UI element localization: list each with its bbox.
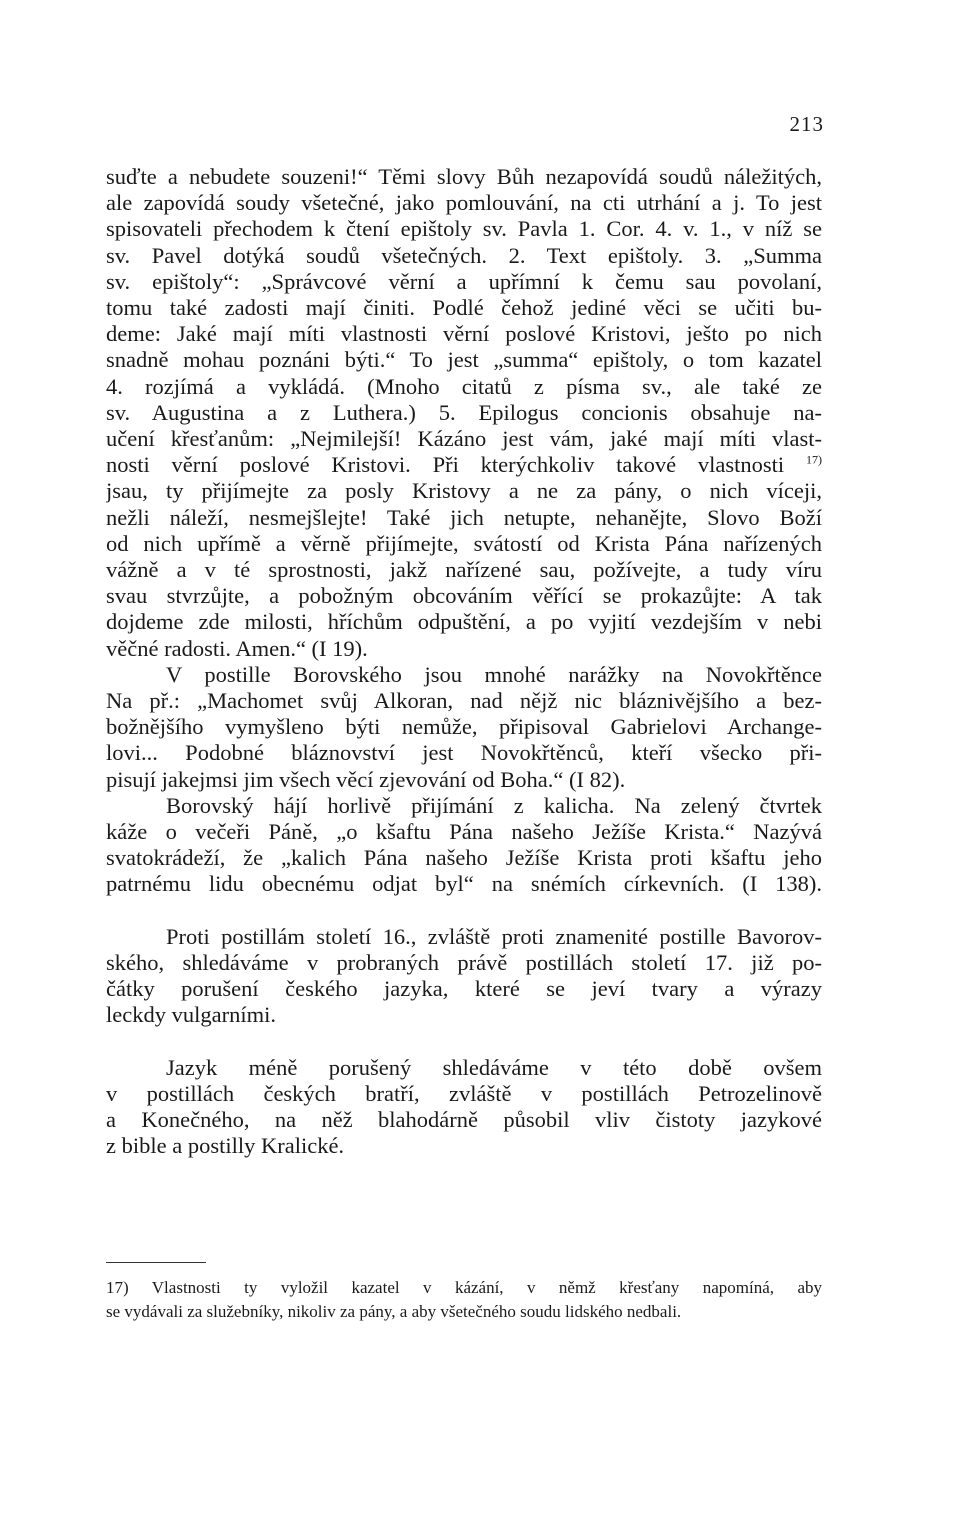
text-fragment: nosti věrní poslové Kristovi. Při kterýchkoliv takové vlastnosti [106,452,785,478]
footnote-line: 17) Vlastnosti ty vyložil kazatel v kázání, v němž křesťany napomíná, aby [106,1278,822,1297]
text-line: vážně a v té sprostnosti, jakž nařízené sau, požívejte, a tudy víru [106,557,822,583]
text-line: 4. rozjímá a vykládá. (Mnoho citatů z písma sv., ale také ze [106,373,822,399]
text-line: ského, shledáváme v probraných právě postillách století 17. již po- [106,949,822,975]
text-line: lovi... Podobné bláznovství jest Novokřtěnců, kteří všecko při- [106,740,822,766]
body-text [106,164,822,1159]
text-line: sv. Augustina a z Luthera.) 5. Epilogus concionis obsahuje na- [106,399,822,425]
paragraph-gap [106,1029,822,1055]
text-line: spisovateli přechodem k čtení epištoly sv. Pavla 1. Cor. 4. v. 1., v níž se [106,216,822,242]
text-line: čátky porušení českého jazyka, které se jeví tvary a výrazy [106,976,822,1002]
text-line: božnějšího vymyšleno býti nemůže, připisoval Gabrielovi Archange- [106,714,822,740]
text-line: pisují jakejmsi jim všech věcí zjevování od Boha.“ (I 82). [106,766,626,792]
text-line: ale zapovídá soudy všetečné, jako pomlouvání, na cti utrhání a j. To jest [106,190,822,216]
text-line: tomu také zadosti mají činiti. Podlé čehož jediné věci se učiti bu- [106,295,822,321]
text-line: Jazyk méně porušený shledáváme v této době ovšem [166,1054,822,1080]
footnote-rule [106,1262,206,1263]
text-line: učení křesťanům: „Nejmilejší! Kázáno jest vám, jaké mají míti vlast- [106,426,822,452]
text-line: Na př.: „Machomet svůj Alkoran, nad nějž nic bláznivějšího a bez- [106,688,822,714]
text-line: od nich upřímě a věrně přijímejte, svátostí od Krista Pána nařízených [106,530,822,556]
text-line: jsau, ty přijímejte za posly Kristovy a ne za pány, o nich víceji, [106,478,822,504]
footnote [106,1276,822,1324]
footnote-reference: 17) [806,452,822,467]
text-line: snadně mohau poznáni býti.“ To jest „summa“ epištoly, o tom kazatel [106,347,822,373]
text-line: nežli náleží, nesmejšlejte! Také jich netupte, nehanějte, Slovo Boží [106,504,822,530]
text-line: sv. Pavel dotýká soudů všetečných. 2. Text epištoly. 3. „Summa [106,242,822,268]
text-line: věčné radosti. Amen.“ (I 19). [106,635,368,661]
text-line: Borovský hájí horlivě přijímání z kalicha. Na zelený čtvrtek [166,792,822,818]
text-line: patrnému lidu obecnému odjat byl“ na snémích církevních. (I 138). [106,871,822,897]
text-line: a Konečného, na něž blahodárně působil vliv čistoty jazykové [106,1106,822,1132]
text-line: suďte a nebudete souzeni!“ Těmi slovy Bůh nezapovídá soudů náležitých, [106,164,822,189]
text-line: sv. epištoly“: „Správcové věrní a upřímní k čemu sau povolaní, [106,268,822,294]
text-line: z bible a postilly Kralické. [106,1133,345,1159]
text-line: dojdeme zde milosti, hříchům odpuštění, a po vyjití vezdejším v nebi [106,609,822,635]
text-line: káže o večeři Páně, „o kšaftu Pána našeho Ježíše Krista.“ Nazývá [106,819,822,845]
footnote-line: se vydávali za služebníky, nikoliv za pány, a aby všetečného soudu lidského nedbali. [106,1302,682,1321]
text-line: svau stvrzůjte, a pobožným obcováním věřící se prokazůjte: A tak [106,583,822,609]
text-line: leckdy vulgarními. [106,1002,276,1028]
text-line: Proti postillám století 16., zvláště proti znamenité postille Bavorov- [166,923,822,949]
text-line: deme: Jaké mají míti vlastnosti věrní poslové Kristovi, ješto po nich [106,321,822,347]
text-line-with-footnote-ref [106,452,822,478]
page-number: 213 [789,112,824,136]
text-line: svatokrádeží, že „kalich Pána našeho Ježíše Krista proti kšaftu jeho [106,845,822,871]
paragraph-gap [106,898,822,924]
text-line: v postillách českých bratří, zvláště v postillách Petrozelinově [106,1080,822,1106]
text-line: V postille Borovského jsou mnohé narážky na Novokřtěnce [166,661,822,687]
